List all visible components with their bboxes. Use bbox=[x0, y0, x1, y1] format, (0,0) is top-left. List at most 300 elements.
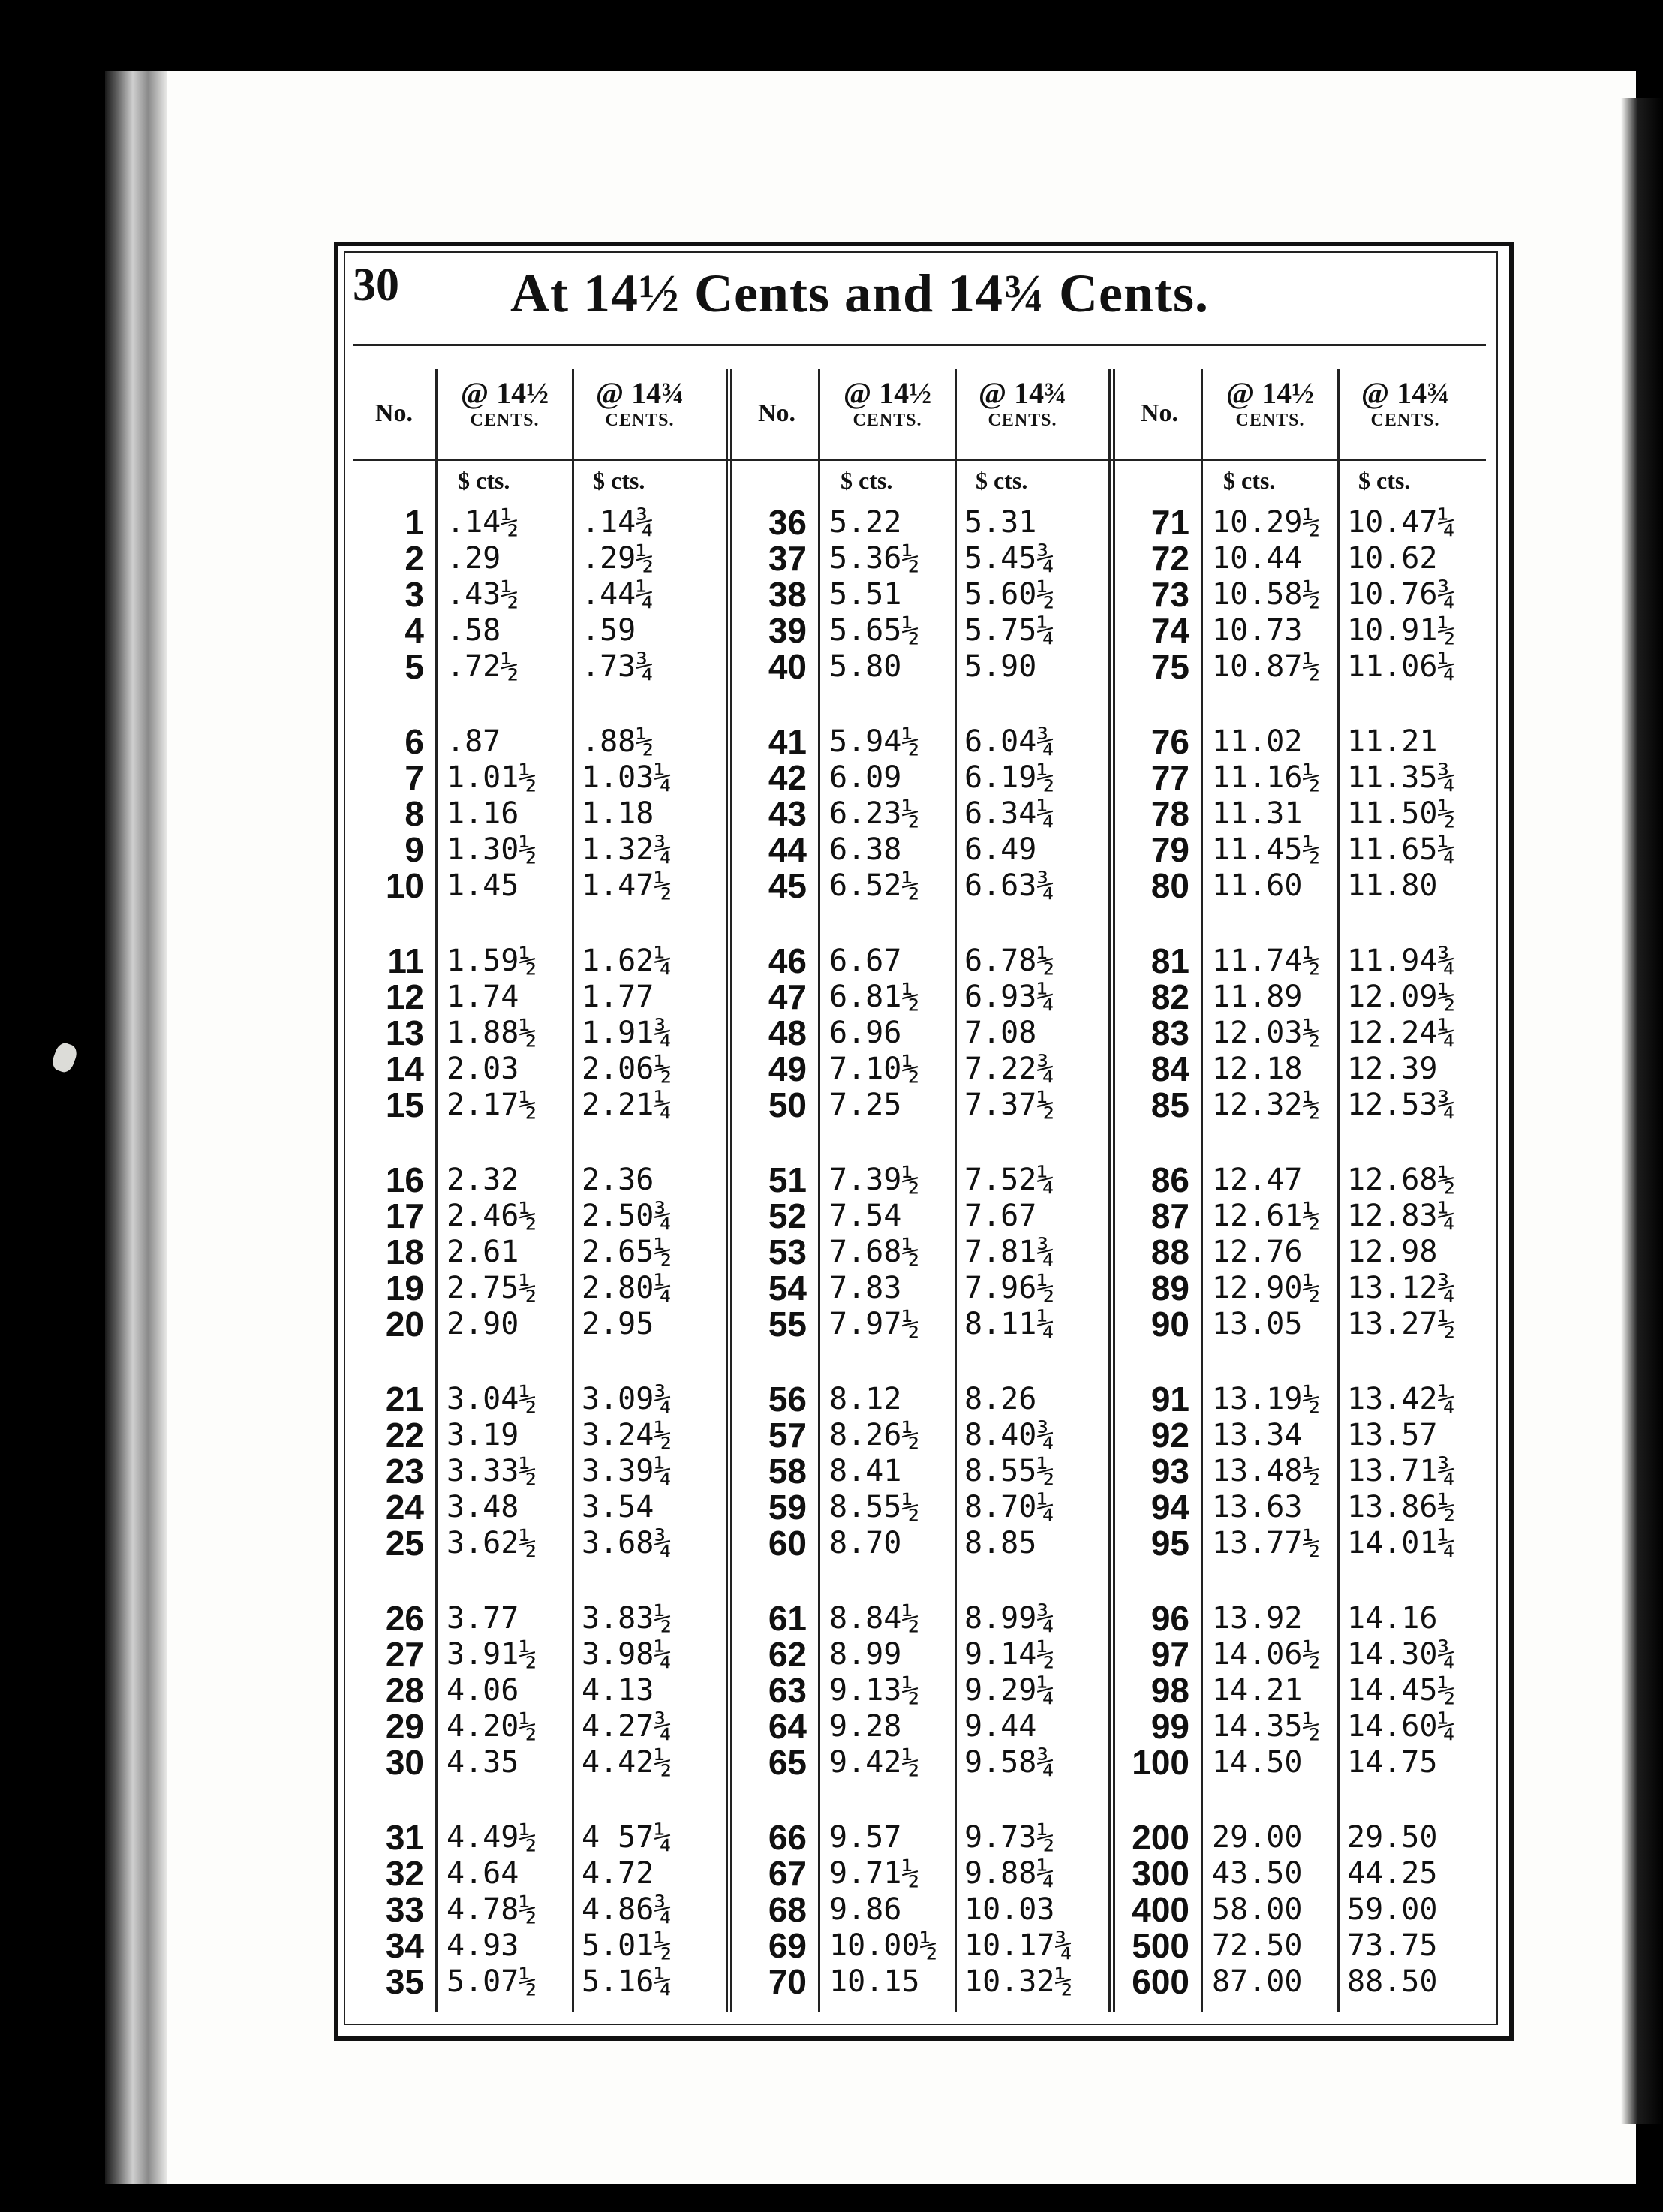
price-at-14-three-quarter: 13.71¾ bbox=[1347, 1454, 1456, 1488]
price-at-14-half: 3.48 bbox=[447, 1490, 519, 1524]
row-number: 61 bbox=[768, 1599, 807, 1638]
price-at-14-three-quarter: 6.78½ bbox=[964, 943, 1055, 978]
price-at-14-three-quarter: 3.68¾ bbox=[582, 1526, 672, 1560]
header-rate-14-three-quarter bbox=[961, 377, 1084, 431]
row-number: 22 bbox=[385, 1416, 424, 1455]
rate-unit: CENTS. bbox=[605, 411, 675, 430]
price-at-14-three-quarter: 10.17¾ bbox=[964, 1928, 1073, 1963]
price-at-14-three-quarter: 12.09½ bbox=[1347, 980, 1456, 1014]
row-number: 4 bbox=[404, 611, 424, 650]
row-number: 600 bbox=[1132, 1962, 1189, 2001]
price-at-14-half: 3.04½ bbox=[447, 1382, 537, 1416]
price-at-14-three-quarter: 9.73½ bbox=[964, 1820, 1055, 1855]
price-at-14-three-quarter: 10.32½ bbox=[964, 1964, 1073, 1999]
price-at-14-three-quarter: 13.57 bbox=[1347, 1418, 1438, 1452]
header-no: No. bbox=[374, 399, 413, 427]
currency-unit-label: $ cts. bbox=[976, 467, 1028, 494]
price-at-14-half: 11.45½ bbox=[1212, 832, 1321, 867]
row-number: 90 bbox=[1150, 1305, 1189, 1344]
price-at-14-three-quarter: 2.06½ bbox=[582, 1052, 672, 1086]
price-at-14-three-quarter: 11.21 bbox=[1347, 724, 1438, 759]
price-at-14-half: 5.65½ bbox=[829, 613, 920, 648]
price-at-14-half: 9.42½ bbox=[829, 1745, 920, 1780]
price-at-14-half: 10.29½ bbox=[1212, 505, 1321, 540]
row-number: 49 bbox=[768, 1049, 807, 1088]
price-at-14-three-quarter: 8.70¼ bbox=[964, 1490, 1055, 1524]
price-at-14-half: 1.45 bbox=[447, 868, 519, 903]
price-at-14-half: 7.54 bbox=[829, 1199, 902, 1233]
price-at-14-three-quarter: 2.65½ bbox=[582, 1235, 672, 1269]
price-at-14-half: 4.64 bbox=[447, 1856, 519, 1891]
price-at-14-half: 8.70 bbox=[829, 1526, 902, 1560]
price-at-14-three-quarter: 4 57¼ bbox=[582, 1820, 672, 1855]
row-number: 65 bbox=[768, 1743, 807, 1782]
price-at-14-half: 4.49½ bbox=[447, 1820, 537, 1855]
price-at-14-three-quarter: 14.45½ bbox=[1347, 1673, 1456, 1708]
price-at-14-half: 2.46½ bbox=[447, 1199, 537, 1233]
price-at-14-three-quarter: 8.40¾ bbox=[964, 1418, 1055, 1452]
price-at-14-three-quarter: 5.16¼ bbox=[582, 1964, 672, 1999]
price-at-14-half: 1.16 bbox=[447, 796, 519, 831]
price-at-14-three-quarter: 13.27½ bbox=[1347, 1307, 1456, 1341]
row-number: 400 bbox=[1132, 1890, 1189, 1929]
price-at-14-half: 5.07½ bbox=[447, 1964, 537, 1999]
row-number: 76 bbox=[1150, 722, 1189, 761]
row-number: 55 bbox=[768, 1305, 807, 1344]
price-at-14-three-quarter: 7.67 bbox=[964, 1199, 1037, 1233]
price-at-14-three-quarter: 4.72 bbox=[582, 1856, 654, 1891]
price-at-14-three-quarter: 10.91½ bbox=[1347, 613, 1456, 648]
price-at-14-half: 6.09 bbox=[829, 760, 902, 795]
price-at-14-three-quarter: 4.13 bbox=[582, 1673, 654, 1708]
row-number: 24 bbox=[385, 1488, 424, 1527]
price-at-14-three-quarter: 6.49 bbox=[964, 832, 1037, 867]
price-at-14-three-quarter: 1.32¾ bbox=[582, 832, 672, 867]
price-at-14-half: 2.75½ bbox=[447, 1271, 537, 1305]
price-at-14-three-quarter: 73.75 bbox=[1347, 1928, 1438, 1963]
price-at-14-three-quarter: 9.29¼ bbox=[964, 1673, 1055, 1708]
price-at-14-three-quarter: 88.50 bbox=[1347, 1964, 1438, 1999]
row-number: 92 bbox=[1150, 1416, 1189, 1455]
price-at-14-half: 3.33½ bbox=[447, 1454, 537, 1488]
price-at-14-half: 29.00 bbox=[1212, 1820, 1303, 1855]
price-at-14-three-quarter: 7.52¼ bbox=[964, 1163, 1055, 1197]
row-number: 200 bbox=[1132, 1818, 1189, 1857]
row-number: 35 bbox=[385, 1962, 424, 2001]
row-number: 19 bbox=[385, 1269, 424, 1308]
price-at-14-three-quarter: 14.75 bbox=[1347, 1745, 1438, 1780]
price-at-14-three-quarter: 5.60½ bbox=[964, 577, 1055, 612]
price-at-14-half: 10.73 bbox=[1212, 613, 1303, 648]
row-number: 42 bbox=[768, 758, 807, 797]
price-at-14-three-quarter: 3.24½ bbox=[582, 1418, 672, 1452]
price-at-14-three-quarter: 14.60¼ bbox=[1347, 1709, 1456, 1744]
price-at-14-half: 8.99 bbox=[829, 1637, 902, 1672]
row-number: 81 bbox=[1150, 941, 1189, 980]
price-at-14-three-quarter: 7.96½ bbox=[964, 1271, 1055, 1305]
row-number: 44 bbox=[768, 830, 807, 869]
row-number: 14 bbox=[385, 1049, 424, 1088]
price-at-14-three-quarter: 13.86½ bbox=[1347, 1490, 1456, 1524]
price-at-14-three-quarter: 2.50¾ bbox=[582, 1199, 672, 1233]
price-at-14-three-quarter: 11.35¾ bbox=[1347, 760, 1456, 795]
price-at-14-three-quarter: 7.37½ bbox=[964, 1088, 1055, 1122]
column-divider bbox=[955, 369, 957, 2012]
currency-unit-label: $ cts. bbox=[1358, 467, 1411, 494]
price-at-14-half: 7.25 bbox=[829, 1088, 902, 1122]
row-number: 99 bbox=[1150, 1707, 1189, 1746]
header-rate-14-three-quarter bbox=[1343, 377, 1467, 431]
price-at-14-half: 11.60 bbox=[1212, 868, 1303, 903]
price-at-14-three-quarter: 13.42¼ bbox=[1347, 1382, 1456, 1416]
price-at-14-three-quarter: 1.03¼ bbox=[582, 760, 672, 795]
price-at-14-three-quarter: 59.00 bbox=[1347, 1892, 1438, 1927]
price-at-14-three-quarter: 1.91¾ bbox=[582, 1016, 672, 1050]
price-at-14-half: 5.80 bbox=[829, 649, 902, 684]
price-at-14-half: 13.92 bbox=[1212, 1601, 1303, 1636]
row-number: 17 bbox=[385, 1196, 424, 1235]
price-at-14-three-quarter: 2.21¼ bbox=[582, 1088, 672, 1122]
row-number: 94 bbox=[1150, 1488, 1189, 1527]
price-at-14-half: .58 bbox=[447, 613, 501, 648]
price-at-14-three-quarter: .73¾ bbox=[582, 649, 654, 684]
row-number: 25 bbox=[385, 1524, 424, 1563]
row-number: 83 bbox=[1150, 1013, 1189, 1052]
row-number: 45 bbox=[768, 866, 807, 905]
row-number: 73 bbox=[1150, 575, 1189, 614]
price-at-14-half: 9.13½ bbox=[829, 1673, 920, 1708]
price-at-14-half: 5.94½ bbox=[829, 724, 920, 759]
price-at-14-three-quarter: 9.44 bbox=[964, 1709, 1037, 1744]
price-at-14-three-quarter: 12.68½ bbox=[1347, 1163, 1456, 1197]
price-at-14-half: 6.81½ bbox=[829, 980, 920, 1014]
price-at-14-half: 11.74½ bbox=[1212, 943, 1321, 978]
row-number: 53 bbox=[768, 1232, 807, 1272]
price-at-14-three-quarter: 3.39¼ bbox=[582, 1454, 672, 1488]
price-at-14-three-quarter: 12.53¾ bbox=[1347, 1088, 1456, 1122]
price-at-14-half: .29 bbox=[447, 541, 501, 576]
price-at-14-half: 87.00 bbox=[1212, 1964, 1303, 1999]
row-number: 72 bbox=[1150, 539, 1189, 578]
price-at-14-three-quarter: 3.98¼ bbox=[582, 1637, 672, 1672]
price-at-14-half: 2.32 bbox=[447, 1163, 519, 1197]
price-at-14-three-quarter: 8.55½ bbox=[964, 1454, 1055, 1488]
row-number: 20 bbox=[385, 1305, 424, 1344]
price-at-14-half: 10.87½ bbox=[1212, 649, 1321, 684]
rate-unit: CENTS. bbox=[1235, 411, 1305, 430]
price-at-14-half: 8.26½ bbox=[829, 1418, 920, 1452]
row-number: 60 bbox=[768, 1524, 807, 1563]
price-at-14-half: 1.74 bbox=[447, 980, 519, 1014]
row-number: 27 bbox=[385, 1635, 424, 1674]
price-at-14-half: 7.39½ bbox=[829, 1163, 920, 1197]
price-at-14-half: 7.97½ bbox=[829, 1307, 920, 1341]
price-at-14-half: 8.41 bbox=[829, 1454, 902, 1488]
price-at-14-three-quarter: 2.36 bbox=[582, 1163, 654, 1197]
price-at-14-half: 6.38 bbox=[829, 832, 902, 867]
row-number: 84 bbox=[1150, 1049, 1189, 1088]
price-at-14-half: 12.18 bbox=[1212, 1052, 1303, 1086]
row-number: 87 bbox=[1150, 1196, 1189, 1235]
price-at-14-three-quarter: 7.08 bbox=[964, 1016, 1037, 1050]
row-number: 57 bbox=[768, 1416, 807, 1455]
price-at-14-half: 4.35 bbox=[447, 1745, 519, 1780]
row-number: 54 bbox=[768, 1269, 807, 1308]
block-divider bbox=[1108, 369, 1111, 2012]
price-at-14-three-quarter: .59 bbox=[582, 613, 636, 648]
price-at-14-half: .72½ bbox=[447, 649, 519, 684]
page-margin-mark bbox=[50, 1040, 79, 1074]
row-number: 77 bbox=[1150, 758, 1189, 797]
row-number: 100 bbox=[1132, 1743, 1189, 1782]
rate-unit: CENTS. bbox=[988, 411, 1057, 430]
row-number: 79 bbox=[1150, 830, 1189, 869]
row-number: 37 bbox=[768, 539, 807, 578]
price-at-14-three-quarter: 1.77 bbox=[582, 980, 654, 1014]
price-at-14-three-quarter: 10.62 bbox=[1347, 541, 1438, 576]
price-at-14-three-quarter: 8.99¾ bbox=[964, 1601, 1055, 1636]
rate-label: @ 14½ bbox=[1225, 376, 1315, 410]
price-at-14-three-quarter: 5.90 bbox=[964, 649, 1037, 684]
column-divider bbox=[818, 369, 820, 2012]
price-at-14-three-quarter: 8.11¼ bbox=[964, 1307, 1055, 1341]
rate-unit: CENTS. bbox=[1370, 411, 1440, 430]
row-number: 3 bbox=[404, 575, 424, 614]
price-at-14-half: 7.68½ bbox=[829, 1235, 920, 1269]
price-at-14-half: 5.36½ bbox=[829, 541, 920, 576]
price-at-14-three-quarter: 11.94¾ bbox=[1347, 943, 1456, 978]
price-at-14-three-quarter: 1.47½ bbox=[582, 868, 672, 903]
row-number: 8 bbox=[404, 794, 424, 833]
row-number: 62 bbox=[768, 1635, 807, 1674]
row-number: 46 bbox=[768, 941, 807, 980]
row-number: 67 bbox=[768, 1854, 807, 1893]
column-divider bbox=[1337, 369, 1340, 2012]
block-divider bbox=[730, 369, 732, 2012]
rate-label: @ 14¾ bbox=[978, 376, 1067, 410]
price-at-14-half: 11.16½ bbox=[1212, 760, 1321, 795]
header-rate-14-half bbox=[1208, 377, 1332, 431]
price-at-14-half: 10.15 bbox=[829, 1964, 920, 1999]
row-number: 52 bbox=[768, 1196, 807, 1235]
row-number: 23 bbox=[385, 1452, 424, 1491]
price-at-14-half: 11.02 bbox=[1212, 724, 1303, 759]
row-number: 29 bbox=[385, 1707, 424, 1746]
row-number: 34 bbox=[385, 1926, 424, 1965]
header-no: No. bbox=[757, 399, 796, 427]
row-number: 30 bbox=[385, 1743, 424, 1782]
row-number: 300 bbox=[1132, 1854, 1189, 1893]
row-number: 12 bbox=[385, 977, 424, 1016]
row-number: 7 bbox=[404, 758, 424, 797]
row-number: 50 bbox=[768, 1085, 807, 1124]
row-number: 43 bbox=[768, 794, 807, 833]
price-at-14-half: 3.77 bbox=[447, 1601, 519, 1636]
price-at-14-three-quarter: 6.34¼ bbox=[964, 796, 1055, 831]
row-number: 59 bbox=[768, 1488, 807, 1527]
row-number: 48 bbox=[768, 1013, 807, 1052]
header-no: No. bbox=[1140, 399, 1179, 427]
price-at-14-three-quarter: 1.62¼ bbox=[582, 943, 672, 978]
row-number: 26 bbox=[385, 1599, 424, 1638]
row-number: 58 bbox=[768, 1452, 807, 1491]
price-at-14-half: 2.61 bbox=[447, 1235, 519, 1269]
header-rate-14-half bbox=[443, 377, 567, 431]
price-at-14-half: 14.35½ bbox=[1212, 1709, 1321, 1744]
price-at-14-three-quarter: 5.75¼ bbox=[964, 613, 1055, 648]
price-at-14-three-quarter: 5.45¾ bbox=[964, 541, 1055, 576]
rate-label: @ 14½ bbox=[843, 376, 932, 410]
row-number: 74 bbox=[1150, 611, 1189, 650]
price-at-14-three-quarter: .14¾ bbox=[582, 505, 654, 540]
row-number: 68 bbox=[768, 1890, 807, 1929]
row-number: 47 bbox=[768, 977, 807, 1016]
price-at-14-half: .43½ bbox=[447, 577, 519, 612]
row-number: 82 bbox=[1150, 977, 1189, 1016]
row-number: 2 bbox=[404, 539, 424, 578]
header-underline bbox=[353, 459, 1486, 461]
row-number: 5 bbox=[404, 647, 424, 686]
row-number: 38 bbox=[768, 575, 807, 614]
price-at-14-half: 5.22 bbox=[829, 505, 902, 540]
price-at-14-half: 6.67 bbox=[829, 943, 902, 978]
price-at-14-half: 4.06 bbox=[447, 1673, 519, 1708]
price-at-14-half: 1.88½ bbox=[447, 1016, 537, 1050]
header-rate-14-half bbox=[825, 377, 949, 431]
price-at-14-half: 1.59½ bbox=[447, 943, 537, 978]
price-at-14-three-quarter: 9.14½ bbox=[964, 1637, 1055, 1672]
price-at-14-half: 72.50 bbox=[1212, 1928, 1303, 1963]
price-at-14-half: 11.31 bbox=[1212, 796, 1303, 831]
price-at-14-three-quarter: 10.03 bbox=[964, 1892, 1055, 1927]
row-number: 32 bbox=[385, 1854, 424, 1893]
price-at-14-three-quarter: 13.12¾ bbox=[1347, 1271, 1456, 1305]
price-at-14-half: 10.44 bbox=[1212, 541, 1303, 576]
price-at-14-half: 3.19 bbox=[447, 1418, 519, 1452]
price-at-14-three-quarter: 11.80 bbox=[1347, 868, 1438, 903]
price-at-14-three-quarter: 10.76¾ bbox=[1347, 577, 1456, 612]
book-binding-edge bbox=[105, 71, 167, 2184]
price-at-14-three-quarter: 14.30¾ bbox=[1347, 1637, 1456, 1672]
price-at-14-three-quarter: 14.01¼ bbox=[1347, 1526, 1456, 1560]
row-number: 91 bbox=[1150, 1380, 1189, 1419]
price-at-14-half: 12.32½ bbox=[1212, 1088, 1321, 1122]
row-number: 39 bbox=[768, 611, 807, 650]
price-at-14-three-quarter: 6.19½ bbox=[964, 760, 1055, 795]
row-number: 28 bbox=[385, 1671, 424, 1710]
price-at-14-half: 4.93 bbox=[447, 1928, 519, 1963]
price-at-14-three-quarter: 1.18 bbox=[582, 796, 654, 831]
row-number: 96 bbox=[1150, 1599, 1189, 1638]
price-at-14-half: 13.05 bbox=[1212, 1307, 1303, 1341]
price-at-14-half: 14.06½ bbox=[1212, 1637, 1321, 1672]
row-number: 64 bbox=[768, 1707, 807, 1746]
price-at-14-half: 14.50 bbox=[1212, 1745, 1303, 1780]
row-number: 500 bbox=[1132, 1926, 1189, 1965]
price-at-14-half: 9.57 bbox=[829, 1820, 902, 1855]
rate-label: @ 14½ bbox=[460, 376, 549, 410]
price-at-14-three-quarter: 8.26 bbox=[964, 1382, 1037, 1416]
price-at-14-three-quarter: 3.09¾ bbox=[582, 1382, 672, 1416]
row-number: 6 bbox=[404, 722, 424, 761]
row-number: 69 bbox=[768, 1926, 807, 1965]
price-at-14-half: 12.90½ bbox=[1212, 1271, 1321, 1305]
price-at-14-three-quarter: .44¼ bbox=[582, 577, 654, 612]
currency-unit-label: $ cts. bbox=[841, 467, 893, 494]
row-number: 97 bbox=[1150, 1635, 1189, 1674]
price-at-14-half: 2.03 bbox=[447, 1052, 519, 1086]
price-at-14-three-quarter: 12.24¼ bbox=[1347, 1016, 1456, 1050]
price-at-14-three-quarter: 11.50½ bbox=[1347, 796, 1456, 831]
row-number: 66 bbox=[768, 1818, 807, 1857]
row-number: 15 bbox=[385, 1085, 424, 1124]
price-at-14-three-quarter: 29.50 bbox=[1347, 1820, 1438, 1855]
row-number: 86 bbox=[1150, 1160, 1189, 1199]
next-page-edge bbox=[1621, 98, 1663, 2124]
column-divider bbox=[1201, 369, 1203, 2012]
price-at-14-half: 12.47 bbox=[1212, 1163, 1303, 1197]
row-number: 93 bbox=[1150, 1452, 1189, 1491]
price-at-14-three-quarter: .88½ bbox=[582, 724, 654, 759]
price-at-14-three-quarter: 10.47¼ bbox=[1347, 505, 1456, 540]
price-at-14-half: 1.01½ bbox=[447, 760, 537, 795]
price-at-14-three-quarter: 12.83¼ bbox=[1347, 1199, 1456, 1233]
row-number: 88 bbox=[1150, 1232, 1189, 1272]
currency-unit-label: $ cts. bbox=[1223, 467, 1276, 494]
currency-unit-label: $ cts. bbox=[593, 467, 645, 494]
price-at-14-half: 2.90 bbox=[447, 1307, 519, 1341]
price-at-14-three-quarter: 2.80¼ bbox=[582, 1271, 672, 1305]
price-at-14-half: 7.10½ bbox=[829, 1052, 920, 1086]
row-number: 75 bbox=[1150, 647, 1189, 686]
price-at-14-three-quarter: 3.54 bbox=[582, 1490, 654, 1524]
price-at-14-half: 4.78½ bbox=[447, 1892, 537, 1927]
price-at-14-half: 9.28 bbox=[829, 1709, 902, 1744]
row-number: 70 bbox=[768, 1962, 807, 2001]
price-at-14-half: 3.62½ bbox=[447, 1526, 537, 1560]
page-number: 30 bbox=[353, 260, 399, 311]
row-number: 18 bbox=[385, 1232, 424, 1272]
price-at-14-half: 43.50 bbox=[1212, 1856, 1303, 1891]
row-number: 10 bbox=[385, 866, 424, 905]
row-number: 80 bbox=[1150, 866, 1189, 905]
price-at-14-half: 6.52½ bbox=[829, 868, 920, 903]
row-number: 98 bbox=[1150, 1671, 1189, 1710]
price-at-14-three-quarter: 5.31 bbox=[964, 505, 1037, 540]
price-at-14-three-quarter: 14.16 bbox=[1347, 1601, 1438, 1636]
price-at-14-half: 2.17½ bbox=[447, 1088, 537, 1122]
rate-label: @ 14¾ bbox=[1361, 376, 1450, 410]
rate-unit: CENTS. bbox=[853, 411, 922, 430]
price-at-14-half: 6.23½ bbox=[829, 796, 920, 831]
price-at-14-three-quarter: 8.85 bbox=[964, 1526, 1037, 1560]
price-at-14-half: 12.76 bbox=[1212, 1235, 1303, 1269]
price-at-14-half: 7.83 bbox=[829, 1271, 902, 1305]
price-at-14-half: 1.30½ bbox=[447, 832, 537, 867]
price-at-14-half: 14.21 bbox=[1212, 1673, 1303, 1708]
price-at-14-half: 8.12 bbox=[829, 1382, 902, 1416]
price-at-14-three-quarter: 12.98 bbox=[1347, 1235, 1438, 1269]
row-number: 1 bbox=[404, 503, 424, 542]
row-number: 21 bbox=[385, 1380, 424, 1419]
price-at-14-three-quarter: 11.06¼ bbox=[1347, 649, 1456, 684]
price-at-14-three-quarter: 6.63¾ bbox=[964, 868, 1055, 903]
block-divider bbox=[726, 369, 728, 2012]
price-at-14-three-quarter: 4.86¾ bbox=[582, 1892, 672, 1927]
price-at-14-three-quarter: 2.95 bbox=[582, 1307, 654, 1341]
price-at-14-half: 8.84½ bbox=[829, 1601, 920, 1636]
price-at-14-three-quarter: 6.04¾ bbox=[964, 724, 1055, 759]
